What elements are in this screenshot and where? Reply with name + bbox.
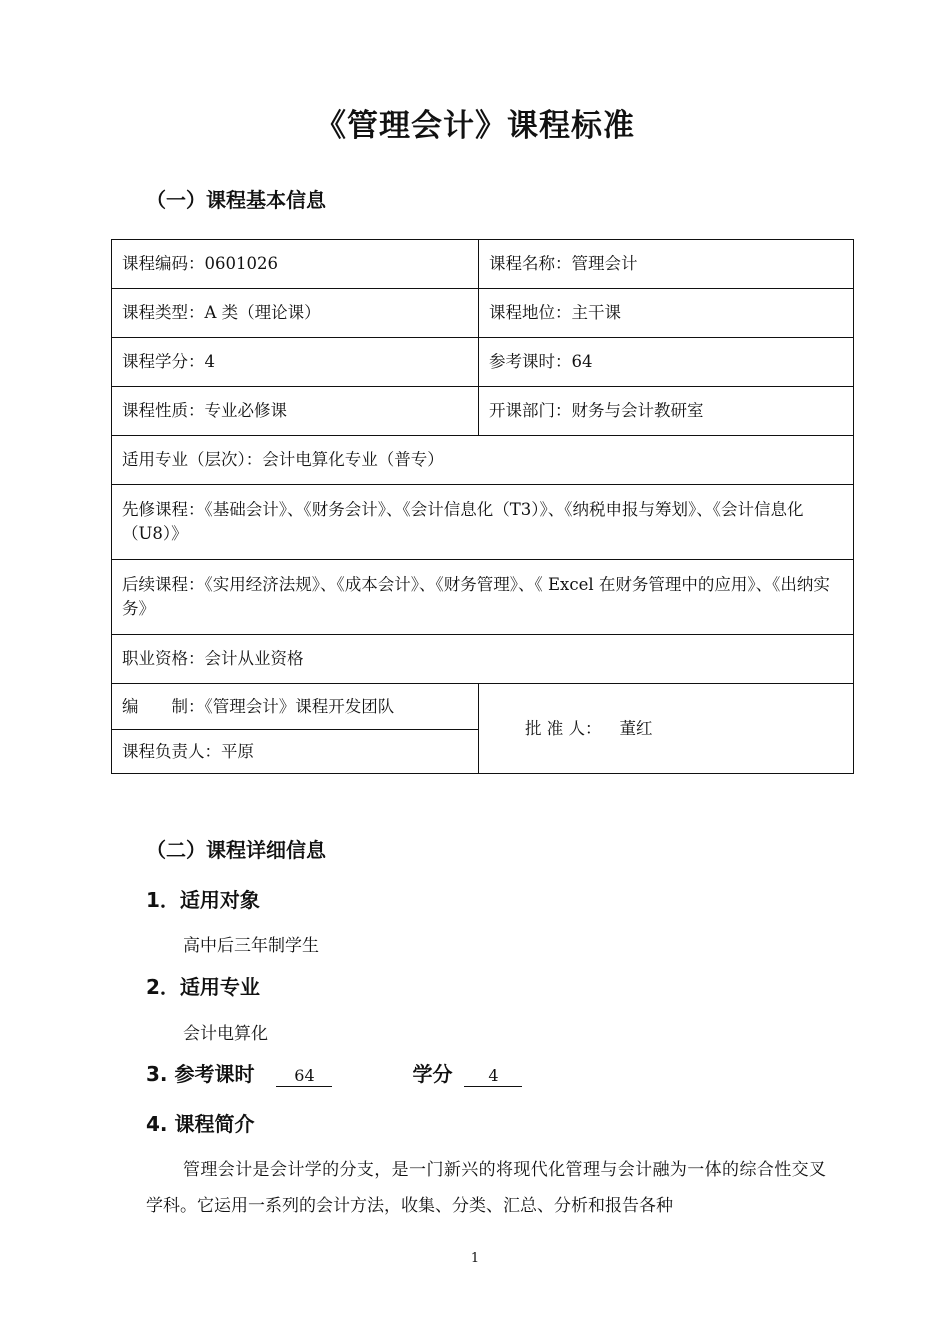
section1-heading: （一）课程基本信息 bbox=[146, 188, 326, 212]
course-owner-cell: 课程负责人：平原 bbox=[112, 730, 479, 774]
section2-heading: （二）课程详细信息 bbox=[146, 838, 326, 862]
table-row bbox=[112, 338, 854, 387]
course-type-cell: 课程类型：A 类（理论课） bbox=[112, 289, 479, 338]
compiled-by-label: 编 制： bbox=[122, 696, 205, 716]
course-position-cell: 课程地位：主干课 bbox=[479, 289, 854, 338]
department-cell: 开课部门：财务与会计教研室 bbox=[479, 387, 854, 436]
reference-hours-cell: 参考课时：64 bbox=[479, 338, 854, 387]
table-row bbox=[112, 436, 854, 485]
document-title: 《管理会计》课程标准 bbox=[315, 108, 635, 144]
page-number: 1 bbox=[470, 1251, 480, 1266]
compiled-by-cell bbox=[112, 684, 479, 730]
approver-label: 批 准 人： bbox=[525, 718, 602, 738]
credit-label: 学分 bbox=[412, 1062, 453, 1086]
item2-heading: 2．适用专业 bbox=[146, 975, 260, 999]
item2-text: 会计电算化 bbox=[183, 1024, 268, 1044]
table-row bbox=[112, 560, 854, 635]
approver-cell bbox=[479, 684, 854, 774]
compiled-by-value: 《管理会计》课程开发团队 bbox=[204, 696, 395, 716]
course-code-cell: 课程编码：0601026 bbox=[112, 240, 479, 289]
credit-value: 4 bbox=[464, 1066, 522, 1087]
reference-hours-line bbox=[146, 1058, 522, 1087]
approver-name: 董红 bbox=[619, 718, 653, 738]
table-row bbox=[112, 485, 854, 560]
follow-up-courses-cell: 后续课程：《实用经济法规》、《成本会计》、《财务管理》、《 Excel 在财务管理中的应用》、《出纳实务》 bbox=[112, 560, 854, 635]
table-row bbox=[112, 684, 854, 730]
course-intro-paragraph: 管理会计是会计学的分支，是一门新兴的将现代化管理与会计融为一体的综合性交叉学科。它运用一系列的会计方法，收集、分类、汇总、分析和报告各种 bbox=[146, 1160, 826, 1216]
course-info-table bbox=[111, 239, 854, 774]
course-name-cell: 课程名称：管理会计 bbox=[479, 240, 854, 289]
credits-cell: 课程学分：4 bbox=[112, 338, 479, 387]
hours-value: 64 bbox=[276, 1066, 332, 1087]
prerequisites-cell: 先修课程：《基础会计》、《财务会计》、《会计信息化（T3）》、《纳税申报与筹划》、《会计信息化（U8）》 bbox=[112, 485, 854, 560]
course-nature-cell: 课程性质：专业必修课 bbox=[112, 387, 479, 436]
item4-heading: 4. 课程简介 bbox=[146, 1112, 255, 1136]
item3-label: 3. 参考课时 bbox=[146, 1062, 255, 1086]
table-row bbox=[112, 240, 854, 289]
table-row bbox=[112, 387, 854, 436]
applicable-major-cell: 适用专业（层次）：会计电算化专业（普专） bbox=[112, 436, 854, 485]
table-row bbox=[112, 635, 854, 684]
item1-heading: 1．适用对象 bbox=[146, 888, 260, 912]
item1-text: 高中后三年制学生 bbox=[183, 936, 319, 956]
qualification-cell: 职业资格：会计从业资格 bbox=[112, 635, 854, 684]
table-row bbox=[112, 289, 854, 338]
